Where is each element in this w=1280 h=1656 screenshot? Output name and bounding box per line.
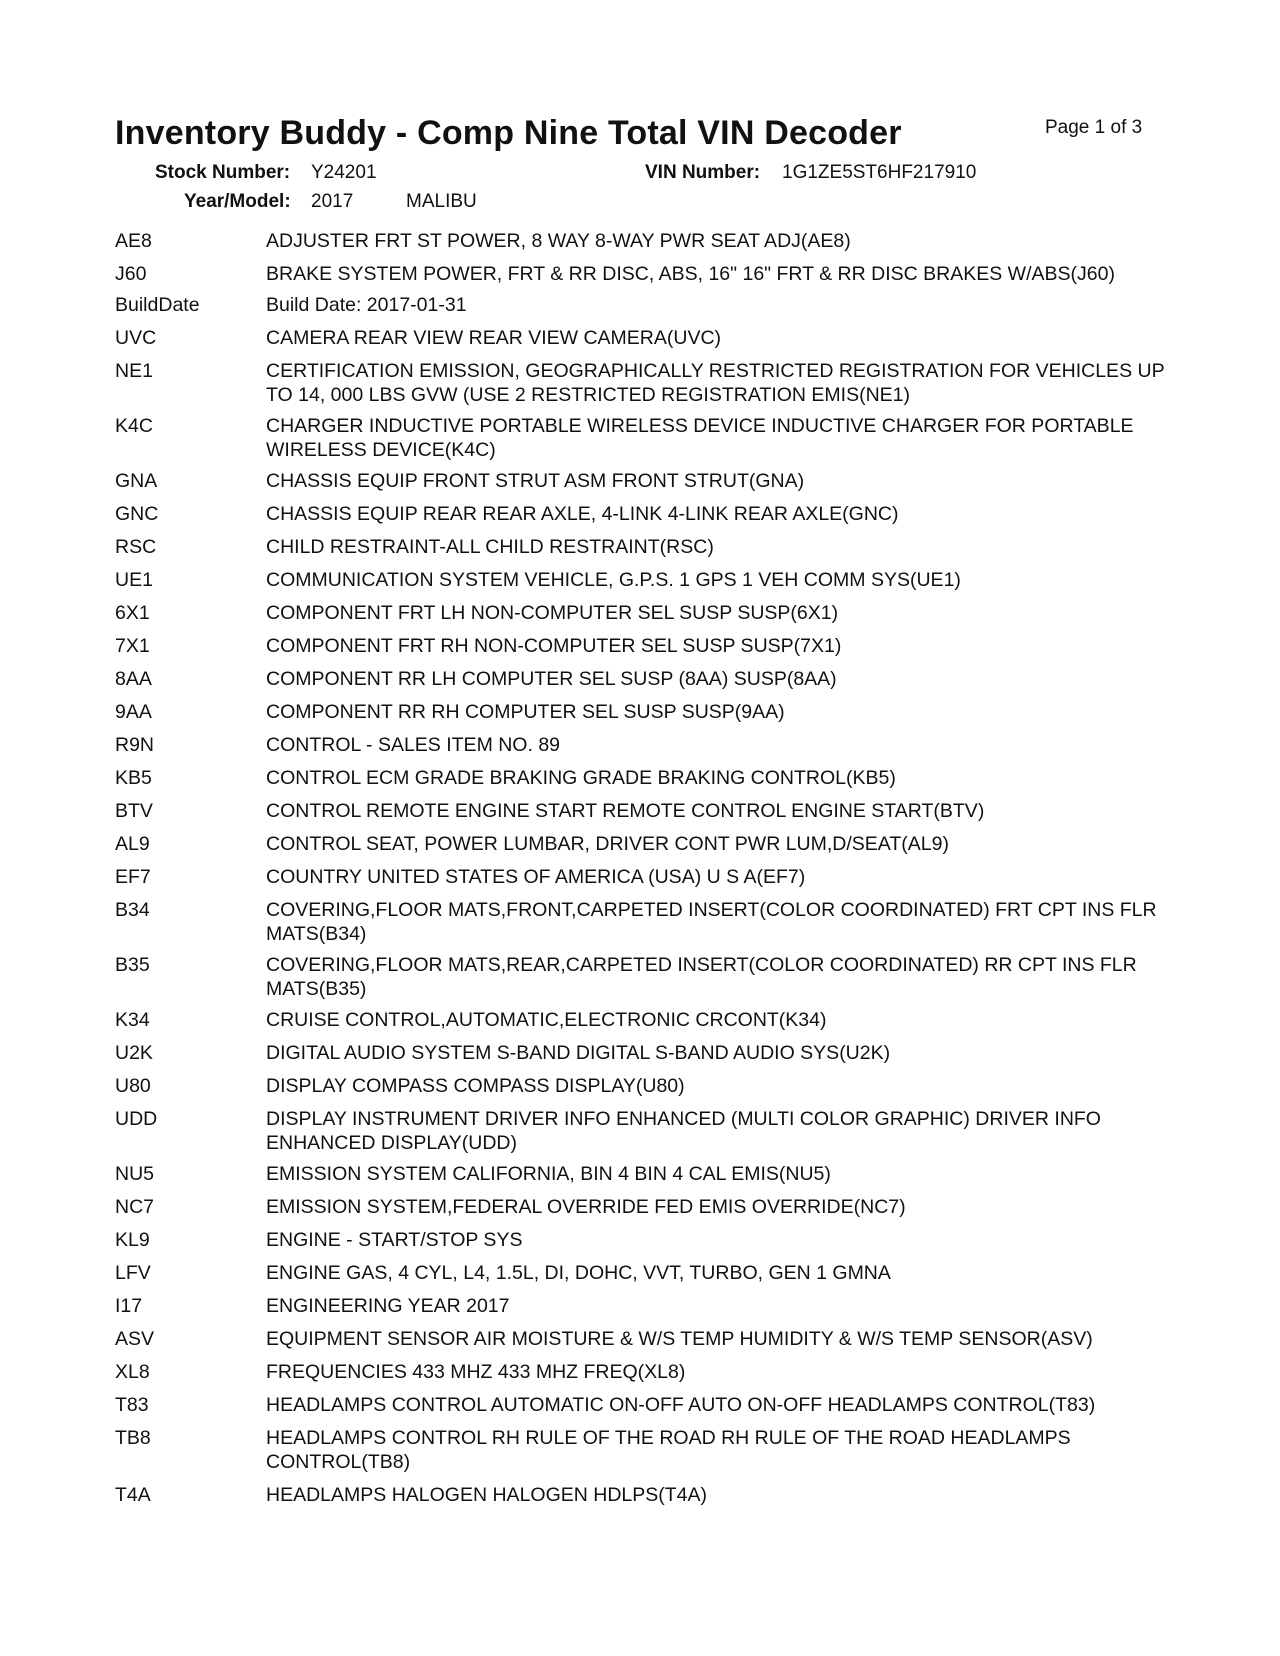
option-code: TB8: [115, 1427, 151, 1449]
option-description: COMMUNICATION SYSTEM VEHICLE, G.P.S. 1 GPS 1 VEH COMM SYS(UE1): [266, 569, 961, 591]
option-code: B35: [115, 954, 150, 976]
option-description: COUNTRY UNITED STATES OF AMERICA (USA) U S A(EF7): [266, 866, 806, 888]
option-row: [115, 1228, 1175, 1252]
option-code: NU5: [115, 1163, 155, 1185]
option-description: EQUIPMENT SENSOR AIR MOISTURE & W/S TEMP HUMIDITY & W/S TEMP SENSOR(ASV): [266, 1328, 1093, 1350]
option-code: T83: [115, 1394, 149, 1416]
option-row: [115, 1327, 1175, 1351]
option-row: [115, 1426, 1175, 1474]
option-row: [115, 1483, 1175, 1507]
option-description: EMISSION SYSTEM,FEDERAL OVERRIDE FED EMIS OVERRIDE(NC7): [266, 1196, 906, 1218]
option-code: U80: [115, 1075, 151, 1097]
option-description: CHARGER INDUCTIVE PORTABLE WIRELESS DEVICE INDUCTIVE CHARGER FOR PORTABLE WIRELESS DEVICE(K4C): [266, 415, 1134, 461]
option-code: I17: [115, 1295, 143, 1317]
option-row: [115, 601, 1175, 625]
option-code: KB5: [115, 767, 152, 789]
option-code: UDD: [115, 1108, 158, 1130]
page-indicator: Page 1 of 3: [1045, 117, 1143, 138]
option-description: COVERING,FLOOR MATS,FRONT,CARPETED INSERT(COLOR COORDINATED) FRT CPT INS FLR MATS(B34): [266, 899, 1157, 945]
option-row: [115, 953, 1175, 1001]
option-description: COMPONENT FRT RH NON-COMPUTER SEL SUSP SUSP(7X1): [266, 635, 842, 657]
option-description: FREQUENCIES 433 MHZ 433 MHZ FREQ(XL8): [266, 1361, 686, 1383]
option-row: [115, 1008, 1175, 1032]
option-description: DIGITAL AUDIO SYSTEM S-BAND DIGITAL S-BAND AUDIO SYS(U2K): [266, 1042, 891, 1064]
option-row: [115, 1162, 1175, 1186]
year-value: 2017: [311, 191, 354, 212]
option-description: ADJUSTER FRT ST POWER, 8 WAY 8-WAY PWR SEAT ADJ(AE8): [266, 230, 851, 252]
option-code: R9N: [115, 734, 155, 756]
option-description: BRAKE SYSTEM POWER, FRT & RR DISC, ABS, 16" 16" FRT & RR DISC BRAKES W/ABS(J60): [266, 263, 1115, 285]
option-description: DISPLAY COMPASS COMPASS DISPLAY(U80): [266, 1075, 685, 1097]
option-code: GNA: [115, 470, 158, 492]
option-row: [115, 326, 1175, 350]
option-description: COMPONENT RR RH COMPUTER SEL SUSP SUSP(9AA): [266, 701, 785, 723]
option-row: [115, 634, 1175, 658]
option-row: [115, 359, 1175, 407]
option-description: COMPONENT FRT LH NON-COMPUTER SEL SUSP SUSP(6X1): [266, 602, 839, 624]
option-row: [115, 502, 1175, 526]
option-code: 8AA: [115, 668, 152, 690]
option-row: [115, 1360, 1175, 1384]
option-description: COVERING,FLOOR MATS,REAR,CARPETED INSERT(COLOR COORDINATED) RR CPT INS FLR MATS(B35): [266, 954, 1137, 1000]
option-code: NC7: [115, 1196, 155, 1218]
option-description: HEADLAMPS CONTROL RH RULE OF THE ROAD RH RULE OF THE ROAD HEADLAMPS CONTROL(TB8): [266, 1427, 1071, 1473]
option-description: CONTROL REMOTE ENGINE START REMOTE CONTROL ENGINE START(BTV): [266, 800, 985, 822]
option-code: J60: [115, 263, 147, 285]
options-list: [115, 229, 1175, 1514]
option-code: XL8: [115, 1361, 150, 1383]
option-description: CAMERA REAR VIEW REAR VIEW CAMERA(UVC): [266, 327, 722, 349]
option-row: [115, 865, 1175, 889]
year-model-label: Year/Model:: [184, 191, 291, 212]
option-code: UVC: [115, 327, 157, 349]
option-row: [115, 898, 1175, 946]
option-row: [115, 535, 1175, 559]
option-code: EF7: [115, 866, 151, 888]
option-code: BTV: [115, 800, 153, 822]
option-description: ENGINE - START/STOP SYS: [266, 1229, 523, 1251]
option-code: 9AA: [115, 701, 152, 723]
option-description: CERTIFICATION EMISSION, GEOGRAPHICALLY RESTRICTED REGISTRATION FOR VEHICLES UP TO 14, 000 LBS GVW (USE 2 RESTRICTED REGISTRATION EMIS(NE1): [266, 360, 1165, 406]
option-row: [115, 1041, 1175, 1065]
option-row: [115, 469, 1175, 493]
option-row: [115, 1393, 1175, 1417]
option-row: [115, 1107, 1175, 1155]
vin-number-label: VIN Number:: [645, 162, 761, 183]
option-code: NE1: [115, 360, 153, 382]
option-code: K34: [115, 1009, 150, 1031]
option-code: AE8: [115, 230, 152, 252]
model-value: MALIBU: [406, 191, 477, 212]
option-row: [115, 733, 1175, 757]
option-description: CONTROL - SALES ITEM NO. 89: [266, 734, 561, 756]
option-row: [115, 1074, 1175, 1098]
option-description: CHILD RESTRAINT-ALL CHILD RESTRAINT(RSC): [266, 536, 714, 558]
option-description: CHASSIS EQUIP REAR REAR AXLE, 4-LINK 4-LINK REAR AXLE(GNC): [266, 503, 899, 525]
option-description: CONTROL ECM GRADE BRAKING GRADE BRAKING CONTROL(KB5): [266, 767, 896, 789]
page-title: Inventory Buddy - Comp Nine Total VIN Decoder: [115, 114, 902, 152]
option-code: LFV: [115, 1262, 151, 1284]
option-row: [115, 1261, 1175, 1285]
option-description: HEADLAMPS HALOGEN HALOGEN HDLPS(T4A): [266, 1484, 708, 1506]
option-row: [115, 229, 1175, 253]
option-row: [115, 799, 1175, 823]
option-row: [115, 1294, 1175, 1318]
option-row: [115, 568, 1175, 592]
option-row: [115, 414, 1175, 462]
option-description: CONTROL SEAT, POWER LUMBAR, DRIVER CONT PWR LUM,D/SEAT(AL9): [266, 833, 949, 855]
option-code: K4C: [115, 415, 153, 437]
option-description: DISPLAY INSTRUMENT DRIVER INFO ENHANCED (MULTI COLOR GRAPHIC) DRIVER INFO ENHANCED DISPLAY(UDD): [266, 1108, 1101, 1154]
option-code: AL9: [115, 833, 150, 855]
option-row: [115, 293, 1175, 317]
option-description: HEADLAMPS CONTROL AUTOMATIC ON-OFF AUTO ON-OFF HEADLAMPS CONTROL(T83): [266, 1394, 1096, 1416]
option-description: CHASSIS EQUIP FRONT STRUT ASM FRONT STRUT(GNA): [266, 470, 805, 492]
option-code: 6X1: [115, 602, 150, 624]
option-description: ENGINE GAS, 4 CYL, L4, 1.5L, DI, DOHC, VVT, TURBO, GEN 1 GMNA: [266, 1262, 891, 1284]
option-description: ENGINEERING YEAR 2017: [266, 1295, 510, 1317]
option-code: 7X1: [115, 635, 150, 657]
option-description: CRUISE CONTROL,AUTOMATIC,ELECTRONIC CRCONT(K34): [266, 1009, 827, 1031]
stock-number-label: Stock Number:: [155, 162, 291, 183]
option-row: [115, 700, 1175, 724]
option-row: [115, 667, 1175, 691]
option-description: COMPONENT RR LH COMPUTER SEL SUSP (8AA) SUSP(8AA): [266, 668, 837, 690]
stock-number-value: Y24201: [311, 162, 377, 183]
option-row: [115, 262, 1175, 286]
option-row: [115, 832, 1175, 856]
option-code: KL9: [115, 1229, 150, 1251]
option-row: [115, 1195, 1175, 1219]
option-code: U2K: [115, 1042, 153, 1064]
option-code: BuildDate: [115, 294, 200, 316]
option-code: T4A: [115, 1484, 151, 1506]
option-code: GNC: [115, 503, 159, 525]
option-row: [115, 766, 1175, 790]
option-code: B34: [115, 899, 150, 921]
vin-number-value: 1G1ZE5ST6HF217910: [782, 162, 977, 183]
option-description: Build Date: 2017-01-31: [266, 294, 467, 316]
option-code: RSC: [115, 536, 157, 558]
option-code: ASV: [115, 1328, 155, 1350]
option-code: UE1: [115, 569, 153, 591]
option-description: EMISSION SYSTEM CALIFORNIA, BIN 4 BIN 4 CAL EMIS(NU5): [266, 1163, 831, 1185]
